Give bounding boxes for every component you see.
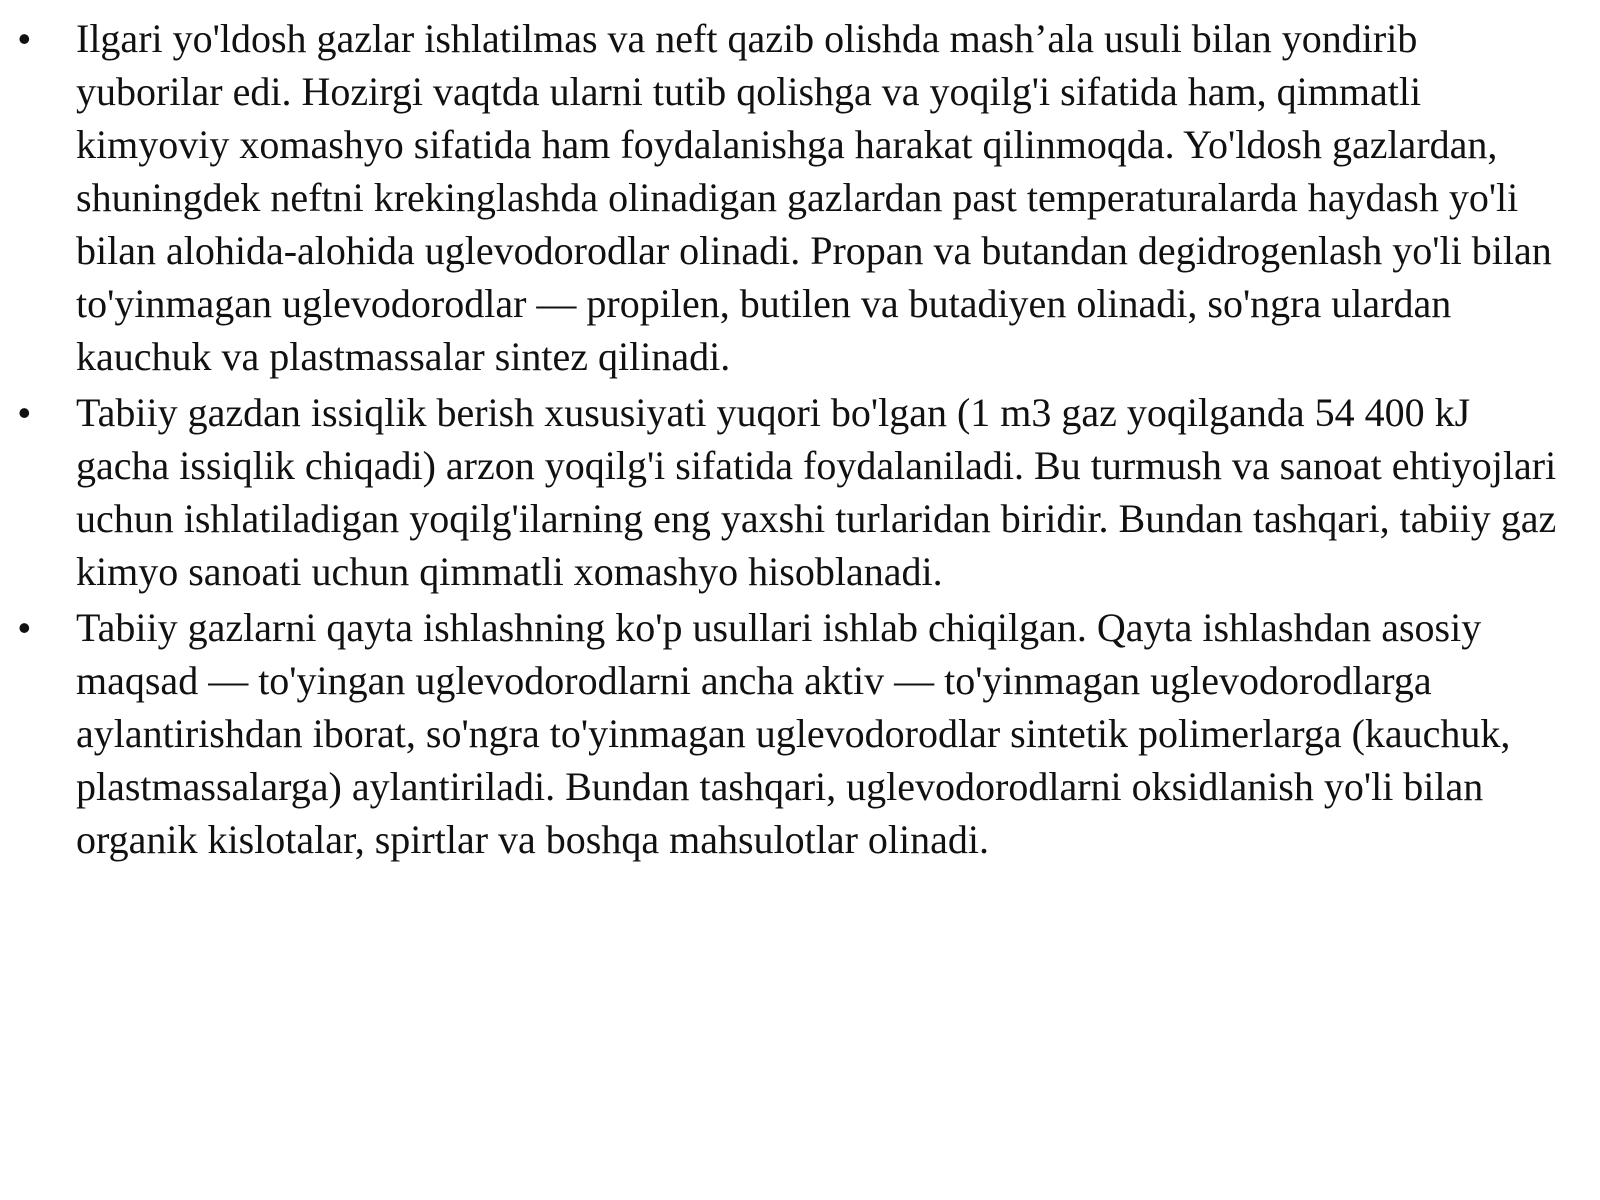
bullet-marker: •: [18, 18, 31, 59]
bullet-item-tabiiy-gaz: [18, 386, 1566, 598]
bullet-marker: •: [18, 392, 31, 433]
bullet-item-yoldosh-gazlar: [18, 12, 1566, 383]
bullet-marker: •: [18, 607, 31, 648]
bullet-text: Ilgari yo'ldosh gazlar ishlatilmas va neft qazib olishda mash’ala usuli bilan yondirib yuborilar edi. Hozirgi vaqtda ularni tutib qolishga va yoqilg'i sifatida ham, qimmatli kimyoviy xomashyo sifatida ham foydalanishga harakat qilinmoqda. Yo'ldosh gazlardan, shuningdek neftni krekinglashda olinadigan gazlardan past temperaturalarda haydash yo'li bilan alohida-alohida uglevodorodlar olinadi. Propan va butandan degidrogenlash yo'li bilan to'yinmagan uglevodorodlar — propilen, butilen va butadiyen olinadi, so'ngra ulardan kauchuk va plastmassalar sintez qilinadi.: [76, 16, 1552, 379]
bullet-text: Tabiiy gazdan issiqlik berish xususiyati yuqori bo'lgan (1 m3 gaz yoqilganda 54 400 kJ gacha issiqlik chiqadi) arzon yoqilg'i sifatida foydalaniladi. Bu turmush va sanoat ehtiyojlari uchun ishlatiladigan yoqilg'ilarning eng yaxshi turlaridan biridir. Bundan tashqari, tabiiy gaz kimyo sanoati uchun qimmatli xomashyo hisoblanadi.: [76, 390, 1557, 594]
bullet-item-qayta-ishlash: [18, 601, 1566, 866]
bullet-text: Tabiiy gazlarni qayta ishlashning ko'p usullari ishlab chiqilgan. Qayta ishlashdan asosiy maqsad — to'yingan uglevodorodlarni ancha aktiv — to'yinmagan uglevodorodlarga aylantirishdan iborat, so'ngra to'yinmagan uglevodorodlar sintetik polimerlarga (kauchuk, plastmassalarga) aylantiriladi. Bundan tashqari, uglevodorodlarni oksidlanish yo'li bilan organik kislotalar, spirtlar va boshqa mahsulotlar olinadi.: [76, 605, 1511, 862]
bullet-list: [18, 12, 1566, 869]
